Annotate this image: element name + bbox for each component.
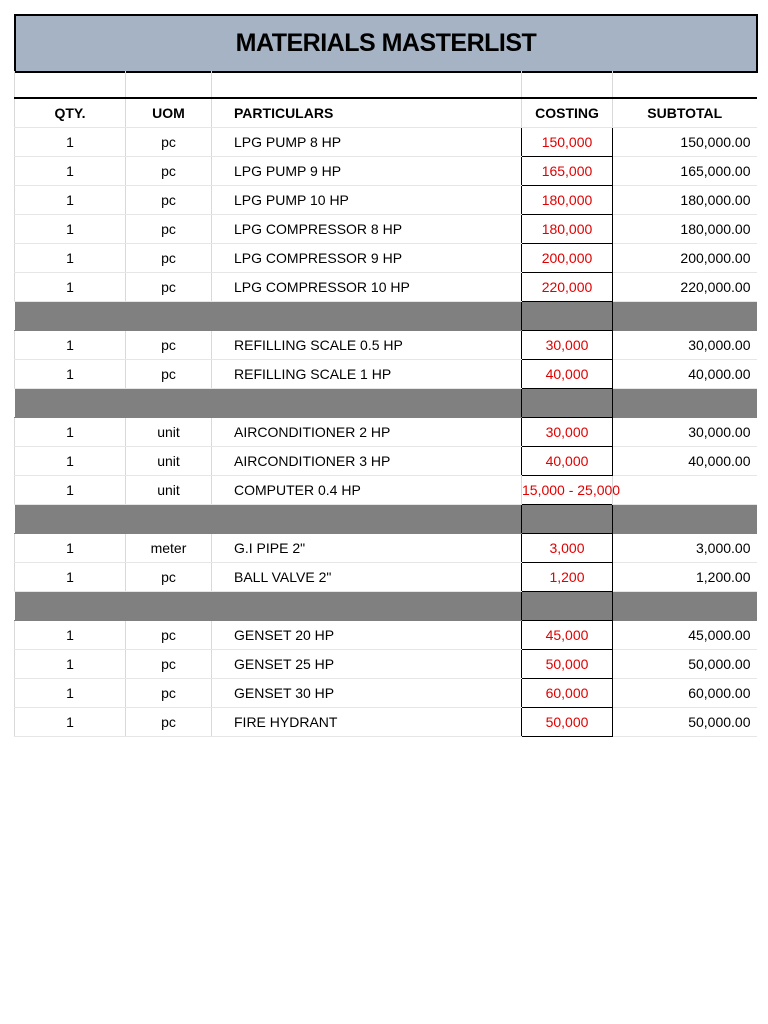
costing-cell[interactable]: 40,000 (522, 447, 613, 476)
qty-cell[interactable]: 1 (15, 563, 126, 592)
separator-cell[interactable] (613, 592, 757, 621)
table-row (15, 679, 757, 708)
particulars-cell[interactable]: AIRCONDITIONER 2 HP (212, 418, 522, 447)
qty-cell[interactable]: 1 (15, 360, 126, 389)
separator-row (15, 302, 757, 331)
particulars-cell[interactable]: GENSET 25 HP (212, 650, 522, 679)
subtotal-cell[interactable] (613, 476, 757, 505)
particulars-cell[interactable]: LPG COMPRESSOR 8 HP (212, 215, 522, 244)
qty-cell[interactable]: 1 (15, 476, 126, 505)
uom-cell[interactable]: pc (126, 650, 212, 679)
separator-cell[interactable] (15, 505, 126, 534)
separator-cell[interactable] (212, 302, 522, 331)
separator-cell[interactable] (15, 302, 126, 331)
subtotal-cell[interactable]: 3,000.00 (613, 534, 757, 563)
header-row (15, 98, 757, 128)
uom-cell[interactable]: pc (126, 157, 212, 186)
particulars-cell[interactable]: REFILLING SCALE 0.5 HP (212, 331, 522, 360)
table-row (15, 331, 757, 360)
table-row (15, 650, 757, 679)
particulars-cell[interactable]: LPG PUMP 9 HP (212, 157, 522, 186)
table-row (15, 244, 757, 273)
particulars-cell[interactable]: REFILLING SCALE 1 HP (212, 360, 522, 389)
particulars-cell[interactable]: AIRCONDITIONER 3 HP (212, 447, 522, 476)
header-particulars[interactable]: PARTICULARS (212, 98, 522, 128)
costing-cell[interactable]: 200,000 (522, 244, 613, 273)
separator-cell[interactable] (15, 389, 126, 418)
separator-cell[interactable] (212, 592, 522, 621)
table-row (15, 476, 757, 505)
qty-cell[interactable]: 1 (15, 418, 126, 447)
table-row (15, 157, 757, 186)
costing-cell[interactable]: 180,000 (522, 215, 613, 244)
qty-cell[interactable]: 1 (15, 273, 126, 302)
subtotal-cell[interactable]: 220,000.00 (613, 273, 757, 302)
subtotal-cell[interactable]: 200,000.00 (613, 244, 757, 273)
costing-cell[interactable]: 30,000 (522, 418, 613, 447)
qty-cell[interactable]: 1 (15, 128, 126, 157)
separator-cell[interactable] (15, 592, 126, 621)
separator-cell[interactable] (522, 505, 613, 534)
uom-cell[interactable]: meter (126, 534, 212, 563)
particulars-cell[interactable]: LPG COMPRESSOR 10 HP (212, 273, 522, 302)
qty-cell[interactable]: 1 (15, 157, 126, 186)
separator-cell[interactable] (522, 592, 613, 621)
subtotal-cell[interactable]: 40,000.00 (613, 447, 757, 476)
uom-cell[interactable]: unit (126, 418, 212, 447)
blank-row (15, 71, 757, 98)
particulars-cell[interactable]: FIRE HYDRANT (212, 708, 522, 737)
costing-cell[interactable]: 50,000 (522, 708, 613, 737)
header-costing[interactable]: COSTING (522, 98, 613, 128)
uom-cell[interactable]: unit (126, 447, 212, 476)
qty-cell[interactable]: 1 (15, 650, 126, 679)
qty-cell[interactable]: 1 (15, 534, 126, 563)
costing-cell[interactable]: 3,000 (522, 534, 613, 563)
cell[interactable] (522, 71, 613, 98)
uom-cell[interactable]: unit (126, 476, 212, 505)
qty-cell[interactable]: 1 (15, 215, 126, 244)
costing-cell[interactable]: 60,000 (522, 679, 613, 708)
costing-cell[interactable]: 15,000 - 25,000 (522, 476, 613, 505)
separator-cell[interactable] (126, 389, 212, 418)
particulars-cell[interactable]: COMPUTER 0.4 HP (212, 476, 522, 505)
qty-cell[interactable]: 1 (15, 679, 126, 708)
costing-cell[interactable]: 40,000 (522, 360, 613, 389)
separator-cell[interactable] (522, 302, 613, 331)
uom-cell[interactable]: pc (126, 273, 212, 302)
separator-cell[interactable] (212, 505, 522, 534)
subtotal-cell[interactable]: 180,000.00 (613, 186, 757, 215)
costing-cell[interactable]: 165,000 (522, 157, 613, 186)
qty-cell[interactable]: 1 (15, 331, 126, 360)
costing-cell[interactable]: 50,000 (522, 650, 613, 679)
header-qty[interactable]: QTY. (15, 98, 126, 128)
subtotal-cell[interactable]: 150,000.00 (613, 128, 757, 157)
separator-cell[interactable] (126, 302, 212, 331)
qty-cell[interactable]: 1 (15, 186, 126, 215)
page-title: MATERIALS MASTERLIST (14, 14, 758, 73)
separator-cell[interactable] (613, 302, 757, 331)
uom-cell[interactable]: pc (126, 563, 212, 592)
uom-cell[interactable]: pc (126, 679, 212, 708)
table-row (15, 186, 757, 215)
costing-cell[interactable]: 180,000 (522, 186, 613, 215)
subtotal-cell[interactable]: 60,000.00 (613, 679, 757, 708)
subtotal-cell[interactable]: 30,000.00 (613, 418, 757, 447)
subtotal-cell[interactable]: 180,000.00 (613, 215, 757, 244)
separator-cell[interactable] (126, 505, 212, 534)
qty-cell[interactable]: 1 (15, 621, 126, 650)
qty-cell[interactable]: 1 (15, 447, 126, 476)
separator-cell[interactable] (212, 389, 522, 418)
materials-table (14, 71, 757, 737)
uom-cell[interactable]: pc (126, 360, 212, 389)
costing-cell[interactable]: 220,000 (522, 273, 613, 302)
cell[interactable] (613, 71, 757, 98)
uom-cell[interactable]: pc (126, 215, 212, 244)
particulars-cell[interactable]: BALL VALVE 2" (212, 563, 522, 592)
particulars-cell[interactable]: LPG PUMP 10 HP (212, 186, 522, 215)
particulars-cell[interactable]: G.I PIPE 2" (212, 534, 522, 563)
cell[interactable] (126, 71, 212, 98)
particulars-cell[interactable]: GENSET 20 HP (212, 621, 522, 650)
table-row (15, 563, 757, 592)
costing-cell[interactable]: 150,000 (522, 128, 613, 157)
table-row (15, 447, 757, 476)
separator-cell[interactable] (522, 389, 613, 418)
table-row (15, 418, 757, 447)
uom-cell[interactable]: pc (126, 708, 212, 737)
subtotal-cell[interactable]: 50,000.00 (613, 708, 757, 737)
subtotal-cell[interactable]: 40,000.00 (613, 360, 757, 389)
table-row (15, 534, 757, 563)
costing-cell[interactable]: 45,000 (522, 621, 613, 650)
uom-cell[interactable]: pc (126, 244, 212, 273)
uom-cell[interactable]: pc (126, 621, 212, 650)
separator-row (15, 592, 757, 621)
costing-cell[interactable]: 1,200 (522, 563, 613, 592)
uom-cell[interactable]: pc (126, 331, 212, 360)
uom-cell[interactable]: pc (126, 128, 212, 157)
particulars-cell[interactable]: LPG COMPRESSOR 9 HP (212, 244, 522, 273)
separator-cell[interactable] (126, 592, 212, 621)
separator-row (15, 389, 757, 418)
table-row (15, 360, 757, 389)
separator-cell[interactable] (613, 505, 757, 534)
header-subtotal[interactable]: SUBTOTAL (613, 98, 757, 128)
separator-row (15, 505, 757, 534)
uom-cell[interactable]: pc (126, 186, 212, 215)
particulars-cell[interactable]: GENSET 30 HP (212, 679, 522, 708)
particulars-cell[interactable]: LPG PUMP 8 HP (212, 128, 522, 157)
subtotal-cell[interactable]: 50,000.00 (613, 650, 757, 679)
qty-cell[interactable]: 1 (15, 244, 126, 273)
table-row (15, 273, 757, 302)
cell[interactable] (212, 71, 522, 98)
cell[interactable] (15, 71, 126, 98)
table-row (15, 128, 757, 157)
subtotal-cell[interactable]: 30,000.00 (613, 331, 757, 360)
subtotal-cell[interactable]: 165,000.00 (613, 157, 757, 186)
table-row (15, 621, 757, 650)
table-row (15, 708, 757, 737)
subtotal-cell[interactable]: 1,200.00 (613, 563, 757, 592)
separator-cell[interactable] (613, 389, 757, 418)
header-uom[interactable]: UOM (126, 98, 212, 128)
costing-cell[interactable]: 30,000 (522, 331, 613, 360)
table-row (15, 215, 757, 244)
subtotal-cell[interactable]: 45,000.00 (613, 621, 757, 650)
qty-cell[interactable]: 1 (15, 708, 126, 737)
